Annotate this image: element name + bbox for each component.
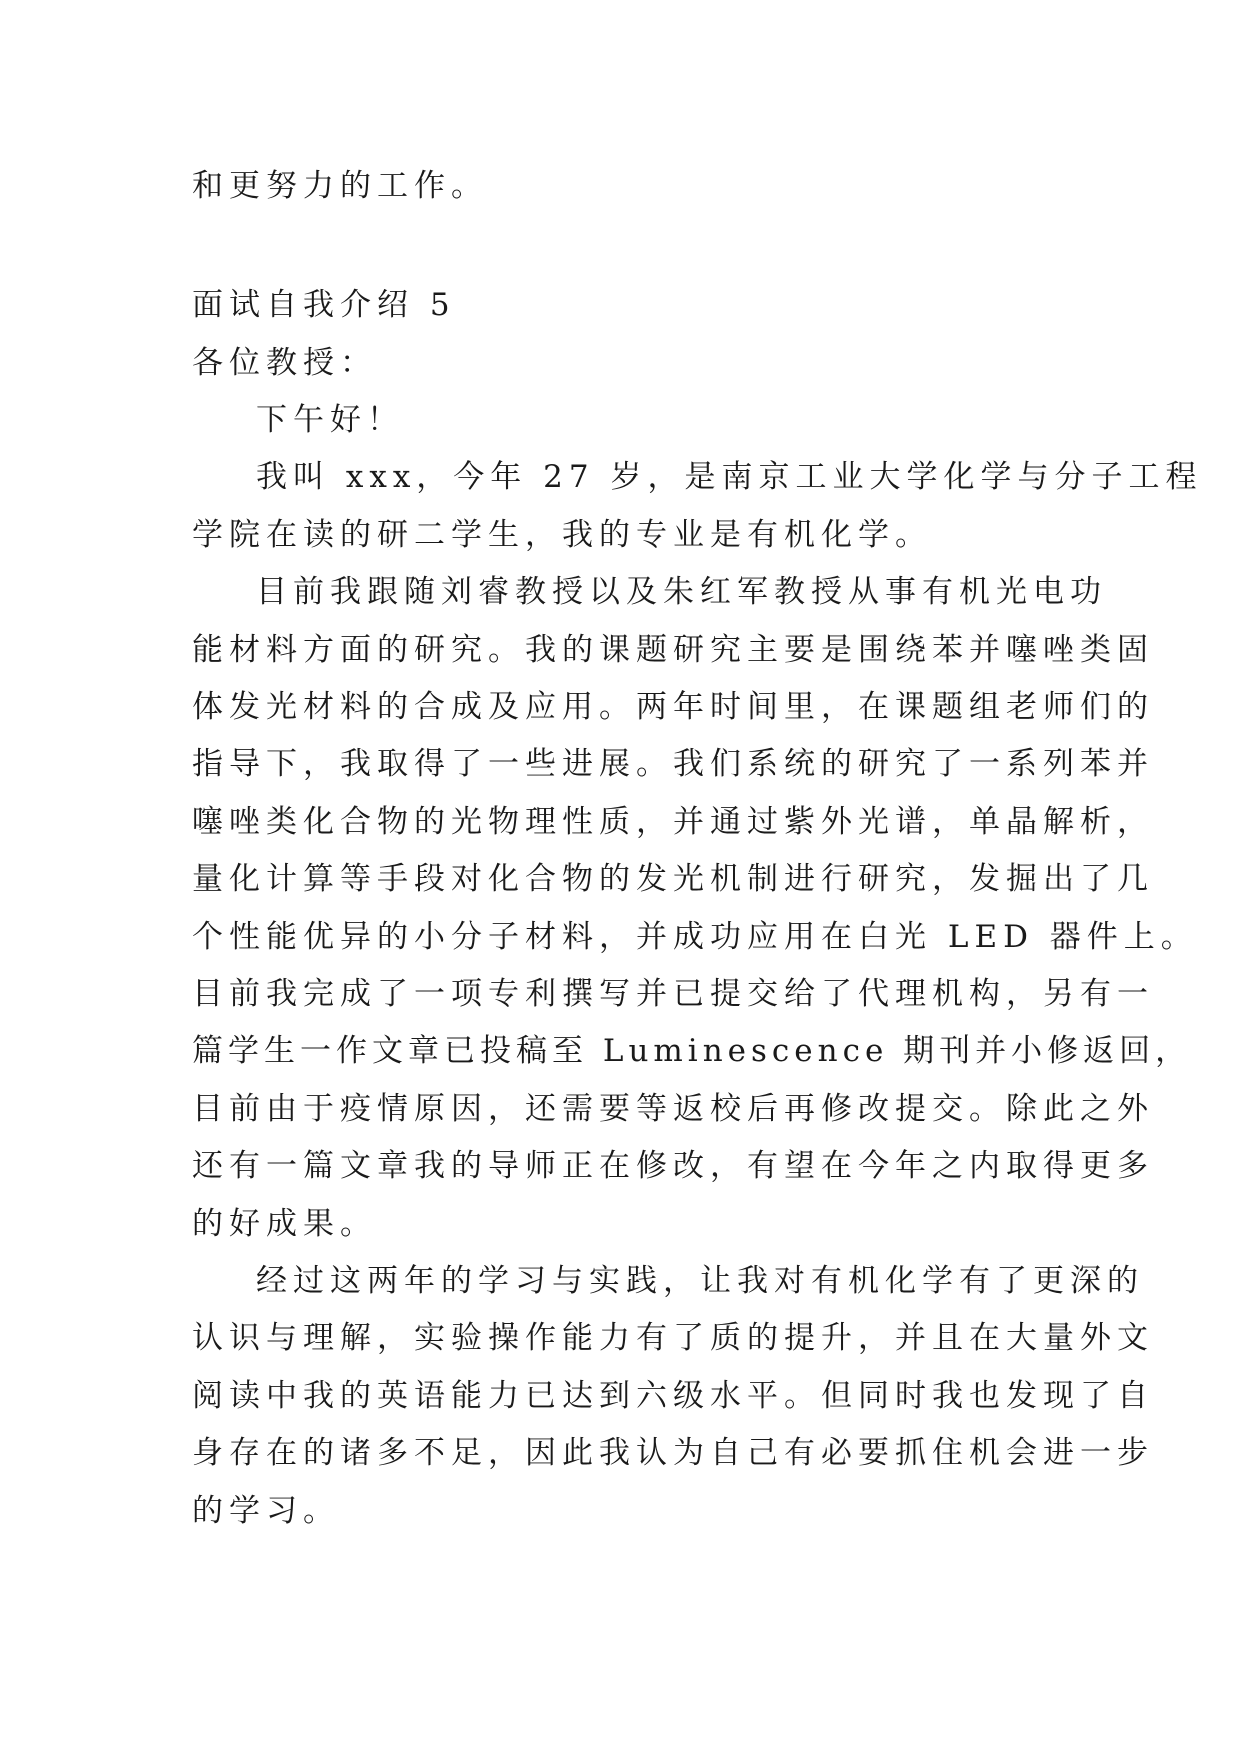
text-line: 我叫 xxx，今年 27 岁，是南京工业大学化学与分子工程 xyxy=(256,459,1203,495)
text-line: 认识与理解，实验操作能力有了质的提升，并且在大量外文 xyxy=(192,1320,1154,1356)
text-line: 的好成果。 xyxy=(192,1206,377,1242)
text-line: 指导下，我取得了一些进展。我们系统的研究了一系列苯并 xyxy=(192,746,1154,782)
text-line: 目前我完成了一项专利撰写并已提交给了代理机构，另有一 xyxy=(192,976,1154,1012)
text-line: 身存在的诸多不足，因此我认为自己有必要抓住机会进一步 xyxy=(192,1435,1154,1471)
greeting: 下午好！ xyxy=(256,402,404,438)
text-line: 阅读中我的英语能力已达到六级水平。但同时我也发现了自 xyxy=(192,1378,1154,1414)
salutation: 各位教授： xyxy=(192,345,377,381)
text-line: 学院在读的研二学生，我的专业是有机化学。 xyxy=(192,517,932,553)
text-line: 目前由于疫情原因，还需要等返校后再修改提交。除此之外 xyxy=(192,1091,1154,1127)
text-line: 能材料方面的研究。我的课题研究主要是围绕苯并噻唑类固 xyxy=(192,632,1154,668)
section-heading: 面试自我介绍 5 xyxy=(192,287,456,323)
text-line: 的学习。 xyxy=(192,1493,340,1529)
text-line: 体发光材料的合成及应用。两年时间里，在课题组老师们的 xyxy=(192,689,1154,725)
text-line: 和更努力的工作。 xyxy=(192,168,488,204)
text-line: 经过这两年的学习与实践，让我对有机化学有了更深的 xyxy=(256,1263,1144,1299)
text-line: 噻唑类化合物的光物理性质，并通过紫外光谱，单晶解析， xyxy=(192,804,1154,840)
text-line: 还有一篇文章我的导师正在修改，有望在今年之内取得更多 xyxy=(192,1148,1154,1184)
text-line: 量化计算等手段对化合物的发光机制进行研究，发掘出了几 xyxy=(192,861,1154,897)
text-line: 目前我跟随刘睿教授以及朱红军教授从事有机光电功 xyxy=(256,574,1107,610)
text-line: 个性能优异的小分子材料，并成功应用在白光 LED 器件上。 xyxy=(192,919,1198,955)
text-line: 篇学生一作文章已投稿至 Luminescence 期刊并小修返回， xyxy=(192,1033,1192,1069)
